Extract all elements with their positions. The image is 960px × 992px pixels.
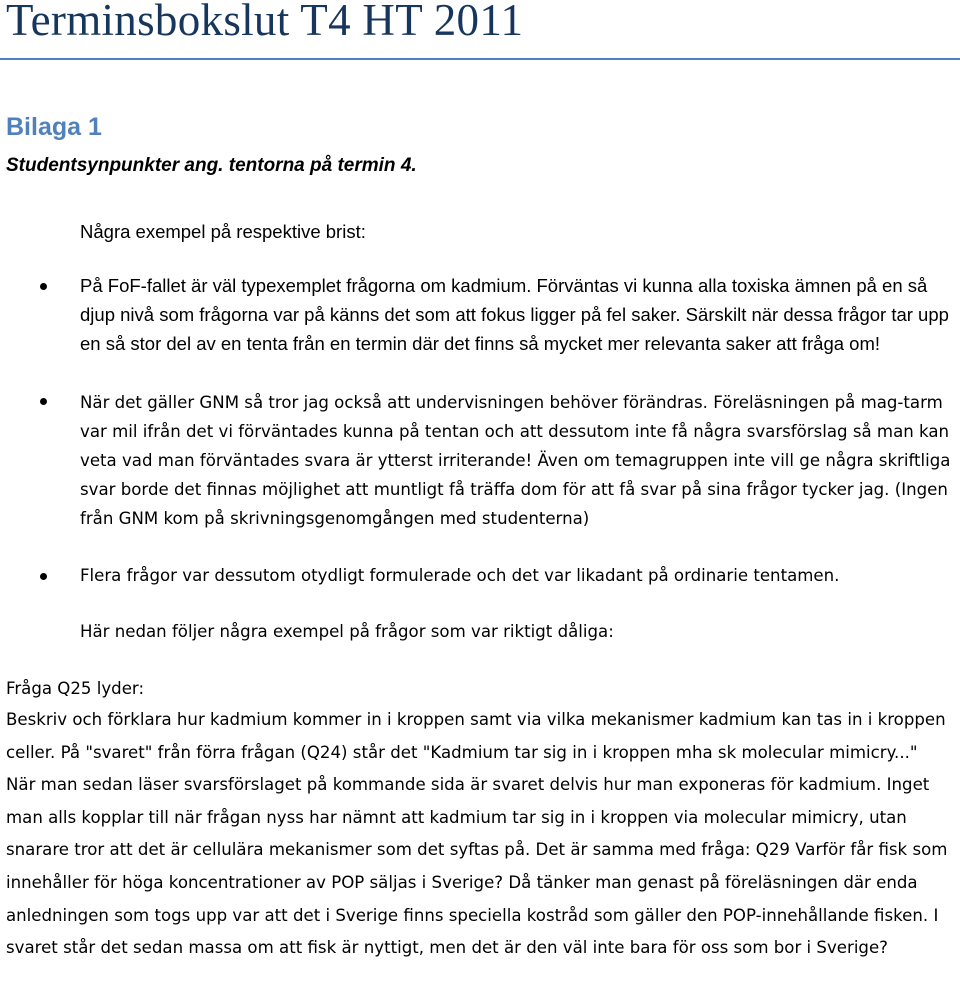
list-item xyxy=(0,561,960,590)
question-label: Fråga Q25 lyder: xyxy=(6,679,145,698)
list-item-text: När det gäller GNM så tror jag också att undervisningen behöver förändras. Föreläsningen på mag-tarm var mil ifrån det vi förväntades kunna på tentan och att dessutom inte få några svarsförslag så man kan veta vad man förväntades svara är ytterst irriterande! Även om temagruppen inte vill ge några skriftliga svar borde det finnas möjlighet att muntligt få träffa dom för att få svar på sina frågor tycker jag. (Ingen från GNM kom på skrivningsgenomgången med studenterna) xyxy=(80,393,951,528)
followup-text: Här nedan följer några exempel på frågor som var riktigt dåliga: xyxy=(80,622,614,641)
title-divider xyxy=(0,58,960,60)
bullet-icon xyxy=(40,573,47,580)
section-subheading: Studentsynpunkter ang. tentorna på termin 4. xyxy=(6,155,417,176)
section-heading: Bilaga 1 xyxy=(6,113,102,141)
list-item xyxy=(0,387,960,561)
bullet-icon xyxy=(40,398,47,405)
list-item xyxy=(0,271,960,387)
intro-text: Några exempel på respektive brist: xyxy=(80,221,366,242)
bullet-icon xyxy=(40,283,47,290)
document-title: Terminsbokslut T4 HT 2011 xyxy=(6,0,524,45)
list-item-text: På FoF-fallet är väl typexemplet frågorna om kadmium. Förväntas vi kunna alla toxiska ämnen på en så djup nivå som frågorna var på känns det som att fokus ligger på fel saker. Särskilt när dessa frågor tar upp en så stor del av en tenta från en termin där det finns så mycket mer relevanta saker att fråga om! xyxy=(80,275,949,354)
list-item-text: Flera frågor var dessutom otydligt formulerade och det var likadant på ordinarie tentamen. xyxy=(80,566,840,585)
question-paragraph: Beskriv och förklara hur kadmium kommer in i kroppen samt via vilka mekanismer kadmium kan tas in i kroppen celler. På "svaret" från förra frågan (Q24) står det "Kadmium tar sig in i kroppen mha sk molecular mimicry..." När man sedan läser svarsförslaget på kommande sida är svaret delvis hur man exponeras för kadmium. Inget man alls kopplar till när frågan nyss har nämnt att kadmium tar sig in i kroppen via molecular mimicry, utan snarare tror att det är cellulära mekanismer som det syftas på. Det är samma med fråga: Q29 Varför får fisk som innehåller för höga koncentrationer av POP säljas i Sverige? Då tänker man genast på föreläsningen där enda anledningen som togs upp var att det i Sverige finns speciella kostråd som gäller den POP-innehållande fisken. I svaret står det sedan massa om att fisk är nyttigt, men det är den väl inte bara för oss som bor i Sverige? xyxy=(6,710,948,958)
bullet-list xyxy=(0,271,960,590)
